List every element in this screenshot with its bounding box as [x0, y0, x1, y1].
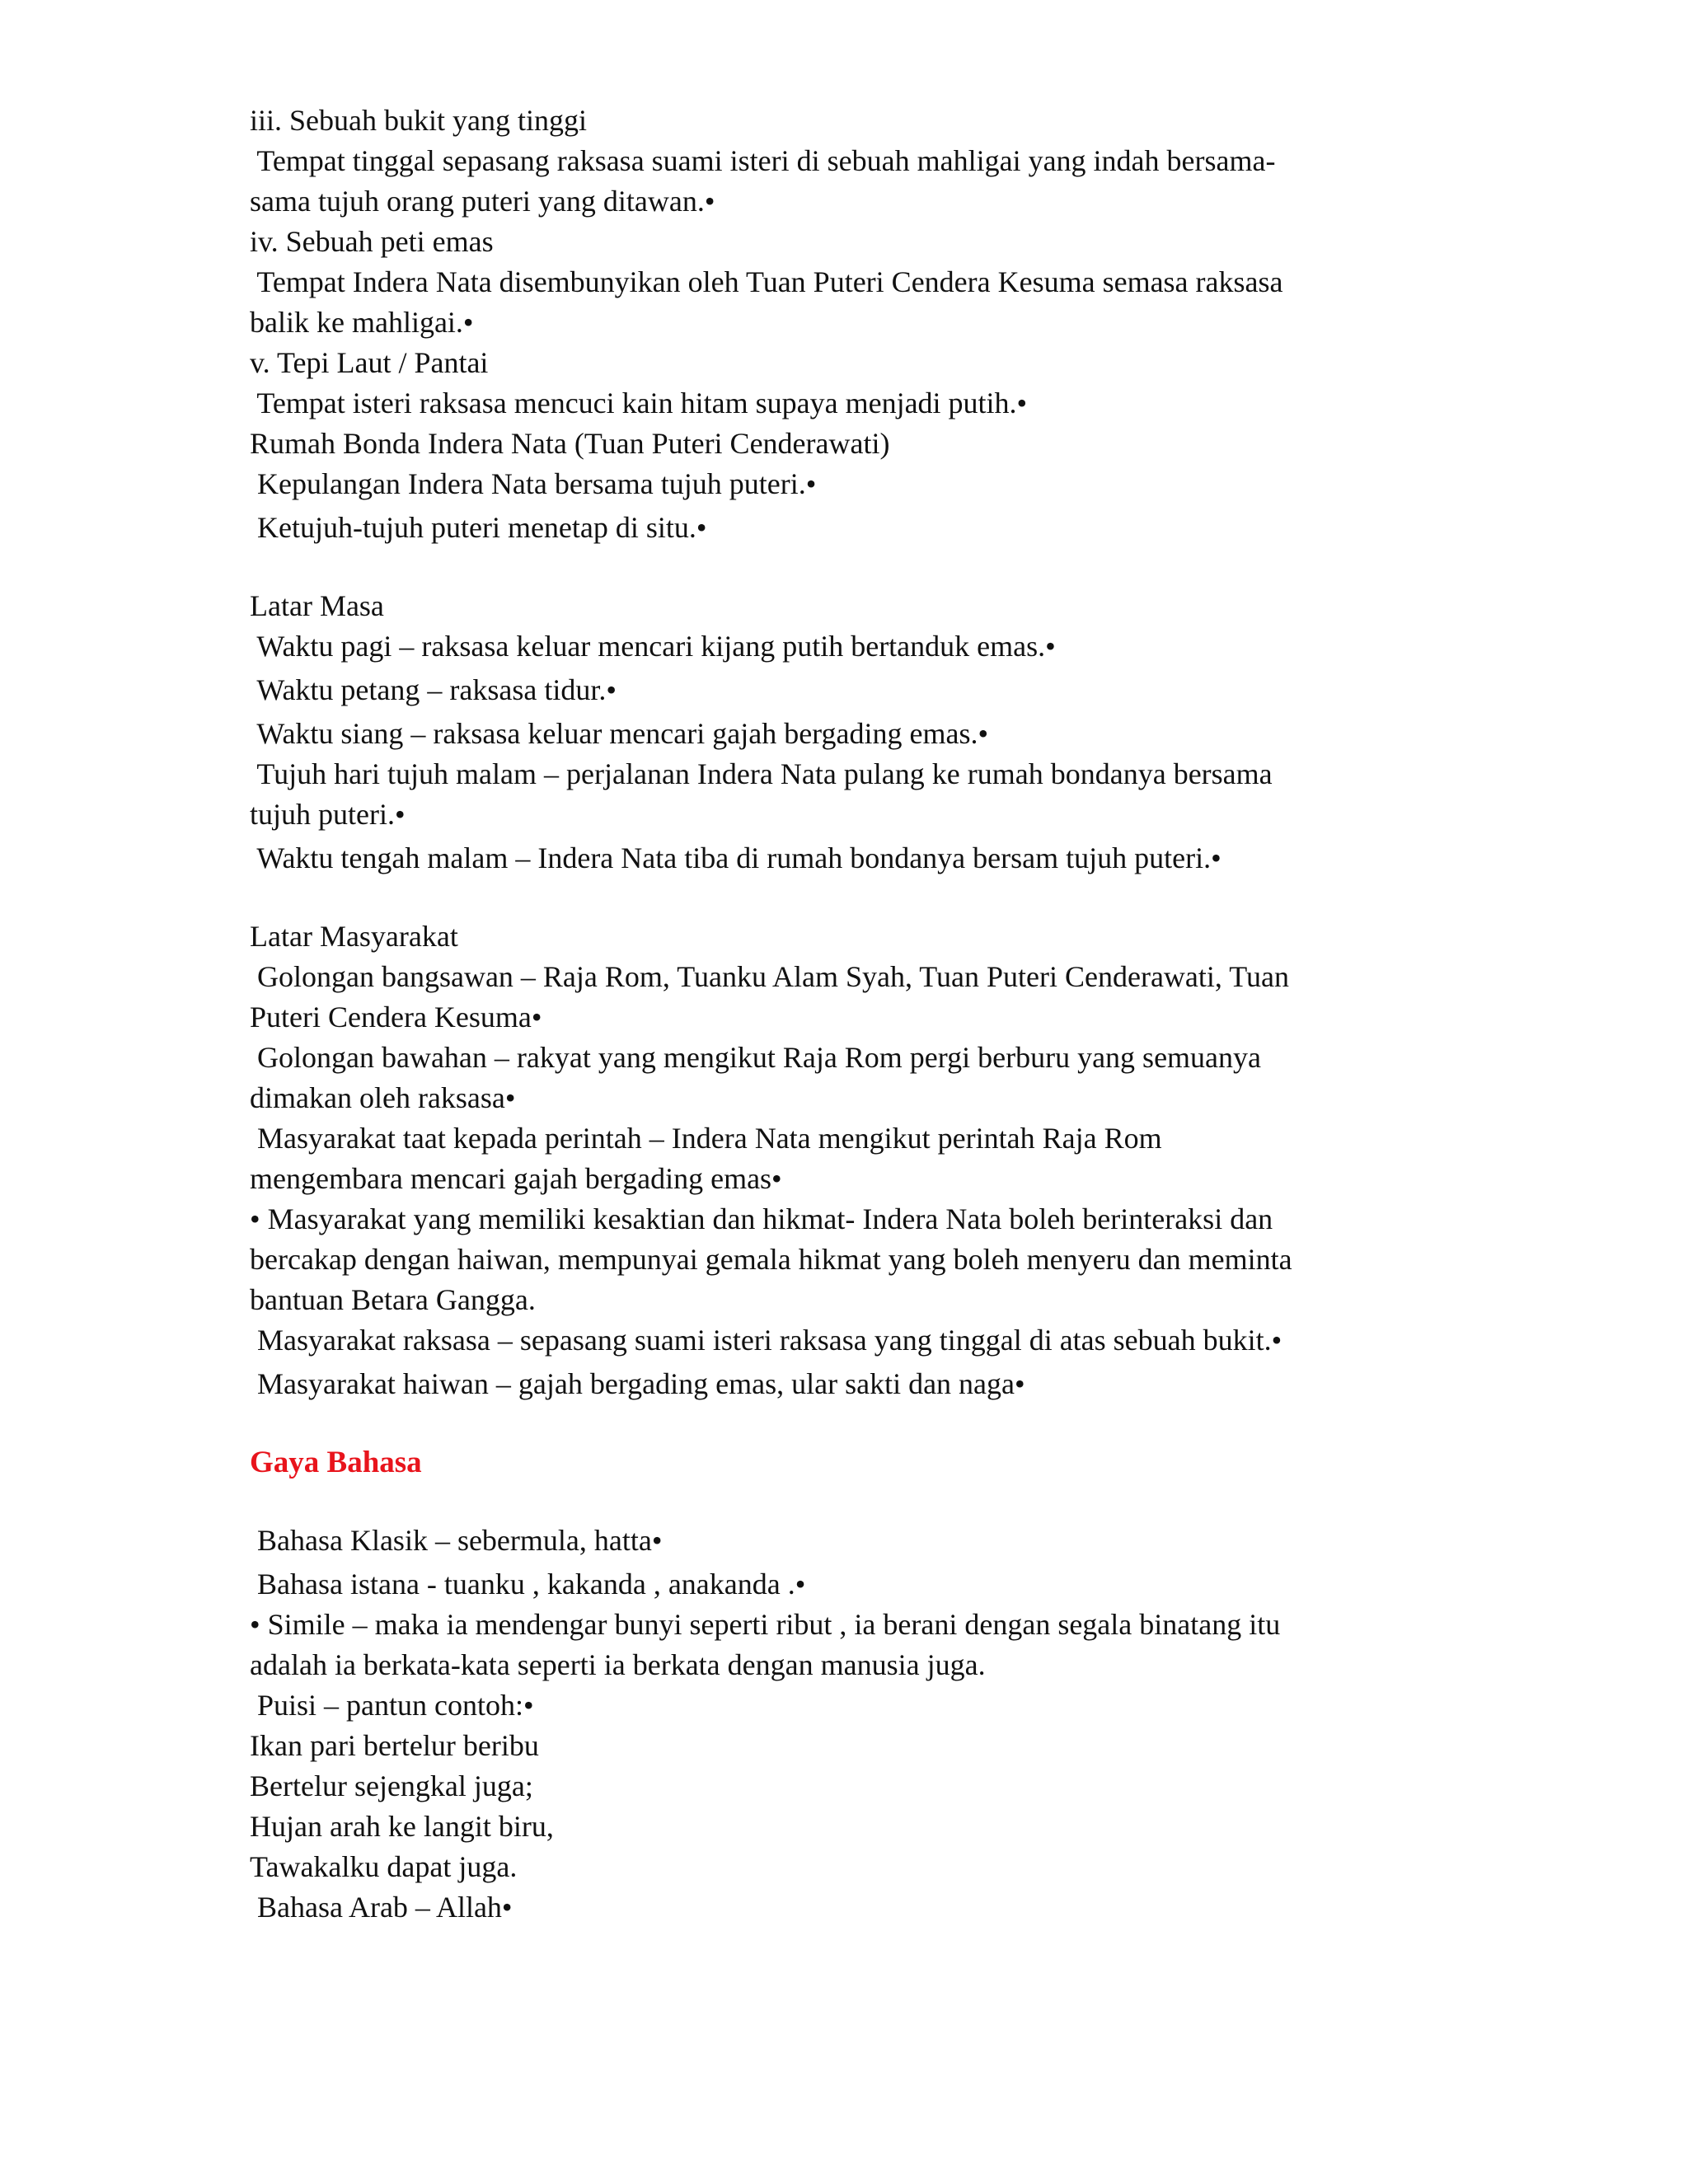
text-line: • Simile – maka ia mendengar bunyi seperti ribut , ia berani dengan segala binatang itu — [250, 1608, 1281, 1641]
list-item-heading: Rumah Bonda Indera Nata (Tuan Puteri Cenderawati) — [250, 427, 890, 460]
text-line: adalah ia berkata-kata seperti ia berkata dengan manusia juga. — [250, 1648, 986, 1681]
text-line: Masyarakat raksasa – sepasang suami isteri raksasa yang tinggal di atas sebuah bukit.• — [250, 1324, 1282, 1357]
text-line: mengembara mencari gajah bergading emas• — [250, 1162, 782, 1195]
text-line: Tempat tinggal sepasang raksasa suami isteri di sebuah mahligai yang indah bersama- — [250, 144, 1276, 177]
text-line: Tempat isteri raksasa mencuci kain hitam supaya menjadi putih.• — [250, 387, 1028, 419]
text-line: Bahasa Arab – Allah• — [250, 1891, 513, 1924]
text-line: tujuh puteri.• — [250, 798, 406, 831]
text-line: Ketujuh-tujuh puteri menetap di situ.• — [250, 511, 707, 544]
text-line: balik ke mahligai.• — [250, 306, 474, 339]
text-line: Golongan bangsawan – Raja Rom, Tuanku Alam Syah, Tuan Puteri Cenderawati, Tuan — [250, 960, 1289, 993]
text-line: Waktu siang – raksasa keluar mencari gajah bergading emas.• — [250, 717, 989, 750]
text-line: bantuan Betara Gangga. — [250, 1283, 536, 1316]
list-item-heading: v. Tepi Laut / Pantai — [250, 346, 489, 379]
text-line: Bahasa Klasik – sebermula, hatta• — [250, 1524, 663, 1557]
text-line: bercakap dengan haiwan, mempunyai gemala hikmat yang boleh menyeru dan meminta — [250, 1243, 1292, 1276]
section-title-latar-masyarakat: Latar Masyarakat — [250, 920, 458, 953]
text-line: Waktu petang – raksasa tidur.• — [250, 673, 617, 706]
text-line: Tujuh hari tujuh malam – perjalanan Indera Nata pulang ke rumah bondanya bersama — [250, 757, 1273, 790]
text-line: Masyarakat haiwan – gajah bergading emas, ular sakti dan naga• — [250, 1367, 1025, 1400]
pantun-line: Hujan arah ke langit biru, — [250, 1810, 554, 1843]
pantun-line: Tawakalku dapat juga. — [250, 1850, 518, 1883]
text-line: Bahasa istana - tuanku , kakanda , anakanda .• — [250, 1568, 806, 1601]
pantun-line: Bertelur sejengkal juga; — [250, 1769, 533, 1802]
text-line: Puisi – pantun contoh:• — [250, 1689, 534, 1722]
text-line: Tempat Indera Nata disembunyikan oleh Tuan Puteri Cendera Kesuma semasa raksasa — [250, 265, 1283, 298]
text-line: Waktu tengah malam – Indera Nata tiba di rumah bondanya bersam tujuh puteri.• — [250, 841, 1221, 874]
list-item-heading: iv. Sebuah peti emas — [250, 225, 494, 258]
text-line: Waktu pagi – raksasa keluar mencari kijang putih bertanduk emas.• — [250, 630, 1056, 663]
text-line: dimakan oleh raksasa• — [250, 1081, 516, 1114]
text-line: • Masyarakat yang memiliki kesaktian dan hikmat- Indera Nata boleh berinteraksi dan — [250, 1202, 1273, 1235]
section-title-gaya-bahasa: Gaya Bahasa — [250, 1446, 422, 1479]
text-line: Puteri Cendera Kesuma• — [250, 1001, 542, 1033]
pantun-line: Ikan pari bertelur beribu — [250, 1729, 539, 1762]
list-item-heading: iii. Sebuah bukit yang tinggi — [250, 104, 587, 137]
text-line: Kepulangan Indera Nata bersama tujuh puteri.• — [250, 467, 817, 500]
text-line: sama tujuh orang puteri yang ditawan.• — [250, 185, 715, 218]
document-body — [250, 101, 1445, 1928]
text-line: Masyarakat taat kepada perintah – Indera Nata mengikut perintah Raja Rom — [250, 1122, 1162, 1155]
text-line: Golongan bawahan – rakyat yang mengikut Raja Rom pergi berburu yang semuanya — [250, 1041, 1262, 1074]
section-title-latar-masa: Latar Masa — [250, 589, 384, 622]
